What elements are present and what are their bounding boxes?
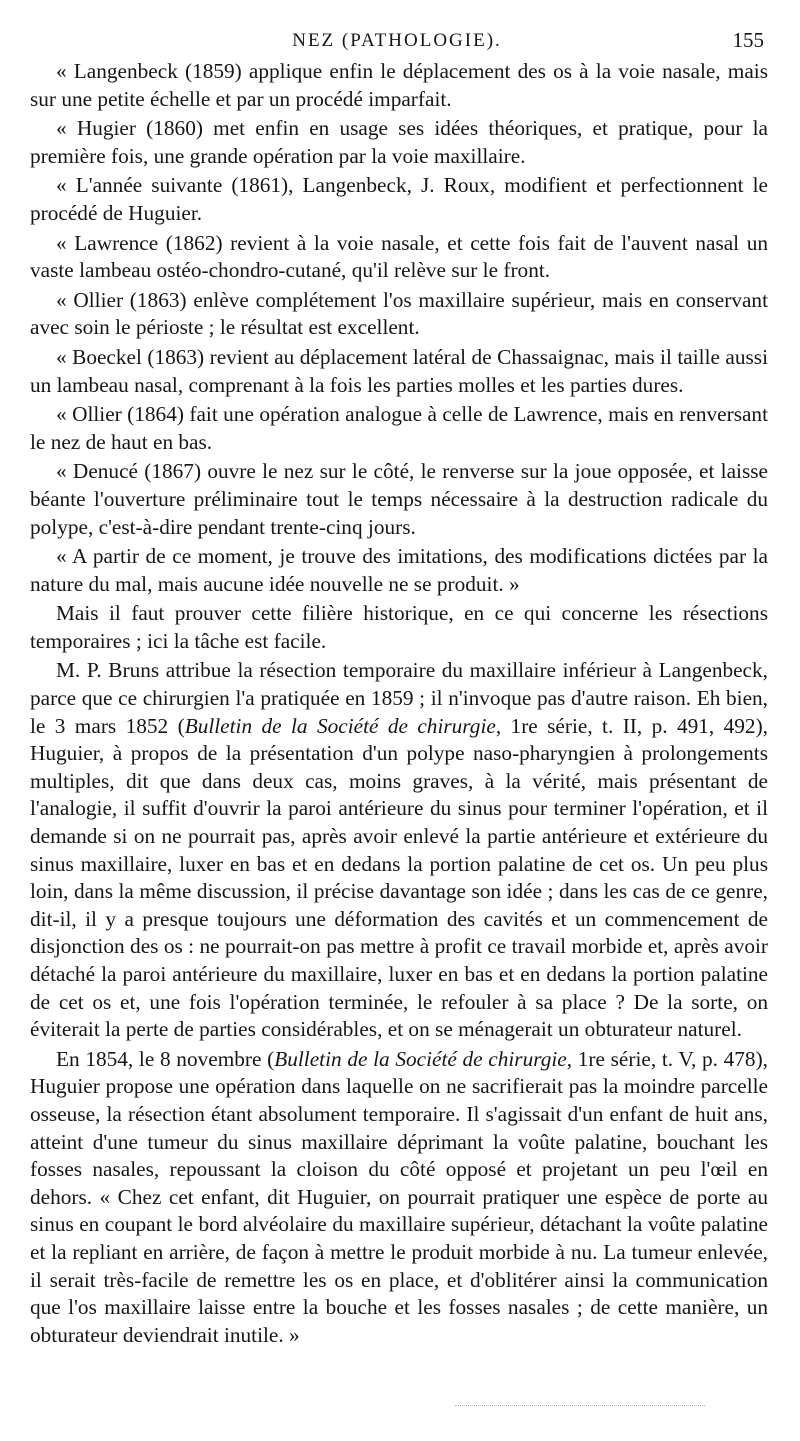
paragraph-1854 <box>30 1046 768 1350</box>
paragraph-annee-1861: « L'année suivante (1861), Langenbeck, J. Roux, modifient et perfectionnent le procédé de Huguier. <box>30 173 768 225</box>
citation-bulletin: Bulletin de la Société de chirurgie <box>274 1046 567 1071</box>
bottom-margin-rule <box>455 1405 705 1407</box>
page-number: 155 <box>732 28 764 52</box>
paragraph-lawrence-1862: « Lawrence (1862) revient à la voie nasale, et cette fois fait de l'auvent nasal un vaste lambeau ostéo-chondro-cutané, qu'il relève sur le front. <box>30 230 768 283</box>
paragraph-boeckel-1863: « Boeckel (1863) revient au déplacement latéral de Chassaignac, mais il taille aussi un lambeau nasal, comprenant à la fois les parties molles et les parties dures. <box>30 344 768 397</box>
paragraph-ollier-1863: « Ollier (1863) enlève complétement l'os maxillaire supérieur, mais en conservant avec soin le périoste ; le résultat est excellent. <box>30 287 768 340</box>
paragraph-hugier-1860: « Hugier (1860) met enfin en usage ses idées théoriques, et pratique, pour la première fois, une grande opération par la voie maxillaire. <box>30 116 768 168</box>
paragraph-1854-text-before: En 1854, le 8 novembre ( <box>56 1046 275 1071</box>
paragraph-bruns-text-after: , 1re série, t. II, p. 491, 492), Huguier, à propos de la présentation d'un polype naso-pharyngien à prolongements multiples, dit que dans deux cas, moins graves, à la vérité, mais présentant de l'analogie, il suffit d'ouvrir la paroi antérieure du sinus pour terminer l'opération, et il demande si on ne pourrait pas, après avoir enlevé la partie antérieure et extérieure du sinus maxillaire, luxer en bas et en dedans la portion palatine de cet os. Un peu plus loin, dans la même discussion, il précise davantage son idée ; dans les cas de ce genre, dit-il, il y a presque toujours une déformation des cavités et un commencement de disjonction des os : ne pourrait-on pas mettre à profit ce travail morbide et, après avoir détaché la paroi antérieure du maxillaire, luxer en bas et en dedans la portion palatine de cet os et, une fois l'opération terminée, le refouler à sa place ? De la sorte, on éviterait la perte de parties considérables, et on se ménagerait un obturateur naturel. <box>30 713 768 1042</box>
paragraph-bruns <box>30 657 768 1043</box>
page-body <box>30 58 768 1349</box>
paragraph-a-partir: « A partir de ce moment, je trouve des imitations, des modifications dictées par la nature du mal, mais aucune idée nouvelle ne se produit. » <box>30 544 768 596</box>
paragraph-langenbeck-1859: « Langenbeck (1859) applique enfin le déplacement des os à la voie nasale, mais sur une petite échelle et par un procédé imparfait. <box>30 59 768 111</box>
paragraph-ollier-1864: « Ollier (1864) fait une opération analogue à celle de Lawrence, mais en renversant le nez de haut en bas. <box>30 402 768 454</box>
paragraph-denuce-1867: « Denucé (1867) ouvre le nez sur le côté, le renverse sur la joue opposée, et laisse béante l'ouverture préliminaire tout le temps nécessaire à la destruction radicale du polype, c'est-à-dire pendant trente-cinq jours. <box>30 459 768 539</box>
paragraph-bruns-text-before: M. P. Bruns attribue la résection temporaire du maxillaire inférieur à Langenbeck, parce que ce chirurgien l'a pratiquée en 1859 ; il n'invoque pas d'autre raison. Eh bien, le 3 mars 1852 ( <box>30 658 768 738</box>
citation-bulletin: Bulletin de la Société de chirurgie <box>184 713 496 738</box>
page-header <box>30 26 764 56</box>
paragraph-filiere-historique: Mais il faut prouver cette filière historique, en ce qui concerne les résections temporaires ; ici la tâche est facile. <box>30 601 768 653</box>
running-title: NEZ (PATHOLOGIE). <box>292 30 502 51</box>
paragraph-1854-text-after: , 1re série, t. V, p. 478), Huguier propose une opération dans laquelle on ne sacrifierait pas la moindre parcelle osseuse, la résection étant absolument temporaire. Il s'agissait d'un enfant de huit ans, atteint d'une tumeur du sinus maxillaire déprimant la voûte palatine, bouchant les fosses nasales, repoussant la cloison du côté opposé et projetant un peu l'œil en dehors. « Chez cet enfant, dit Huguier, on pourrait pratiquer une espèce de porte au sinus en coupant le bord alvéolaire du maxillaire supérieur, détachant la voûte palatine et la repliant en arrière, de façon à mettre le produit morbide à nu. La tumeur enlevée, il serait très-facile de remettre les os en place, et d'oblitérer ainsi la communication que l'os maxillaire laisse entre la bouche et les fosses nasales ; de cette manière, un obturateur deviendrait inutile. » <box>30 1046 768 1347</box>
